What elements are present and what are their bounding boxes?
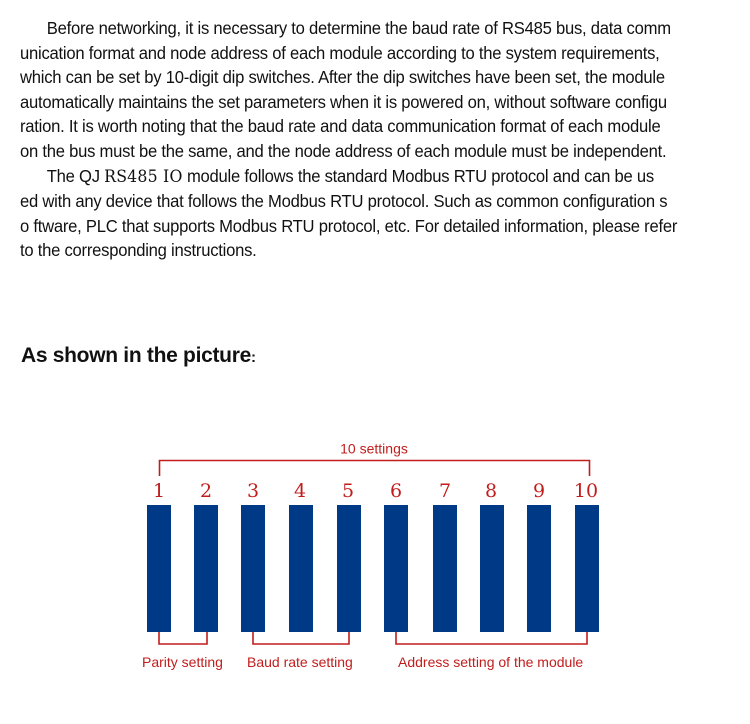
dip-switch-10 xyxy=(575,505,599,632)
heading-text: As shown in the picture xyxy=(21,344,251,367)
settings-label: 10 settings xyxy=(340,440,408,457)
switch-number: 8 xyxy=(484,480,498,502)
switch-numbers xyxy=(153,480,598,502)
settings-bracket xyxy=(160,461,590,477)
text-line: ration. It is worth noting that the baud rate and data communication format of each module xyxy=(20,116,661,137)
model-name: RS485 IO xyxy=(104,166,183,186)
dip-switch-4 xyxy=(289,505,313,632)
text-line: o ftware, PLC that supports Modbus RTU protocol, etc. For detailed information, please refer xyxy=(20,215,678,236)
dip-switch-2 xyxy=(194,505,218,632)
dip-switch-8 xyxy=(480,505,504,632)
text-line: automatically maintains the set parameters when it is powered on, without software configu xyxy=(20,91,667,112)
address-label: Address setting of the module xyxy=(398,654,584,670)
dip-switch-7 xyxy=(433,505,457,632)
text-line: Before networking, it is necessary to determine the baud rate of RS485 bus, data comm xyxy=(46,18,671,38)
parity-label: Parity setting xyxy=(142,654,223,670)
switch-number: 10 xyxy=(573,480,599,502)
address-bracket xyxy=(396,632,587,644)
switch-number: 5 xyxy=(341,480,355,502)
switch-number: 6 xyxy=(389,480,403,502)
dip-switch-3 xyxy=(241,505,265,632)
dip-switch-9 xyxy=(527,505,551,632)
switch-number: 3 xyxy=(246,480,260,502)
dip-switch-6 xyxy=(384,505,408,632)
text-line: which can be set by 10-digit dip switches. After the dip switches have been set, the module xyxy=(20,67,665,88)
parity-bracket xyxy=(159,632,207,644)
text-segment: module follows the standard Modbus RTU protocol and can be us xyxy=(182,165,655,186)
dip-switch-5 xyxy=(337,505,361,632)
switch-number: 7 xyxy=(438,480,452,502)
baud-label: Baud rate setting xyxy=(247,654,353,670)
switch-number: 4 xyxy=(293,480,307,502)
switch-number: 2 xyxy=(199,480,213,502)
switch-number: 9 xyxy=(532,480,546,502)
text-line: to the corresponding instructions. xyxy=(20,240,257,261)
dip-switch-1 xyxy=(147,505,171,632)
switch-bars xyxy=(147,505,599,632)
text-line: on the bus must be the same, and the node address of each module must be independent. xyxy=(20,140,667,161)
text-segment: The QJ xyxy=(46,165,105,186)
text-line: ed with any device that follows the Modbus RTU protocol. Such as common configuration s xyxy=(20,191,668,212)
baud-bracket xyxy=(253,632,349,644)
text-line: unication format and node address of each module according to the system requirements, xyxy=(20,42,660,63)
heading-colon: : xyxy=(250,349,256,366)
switch-number: 1 xyxy=(152,480,166,502)
